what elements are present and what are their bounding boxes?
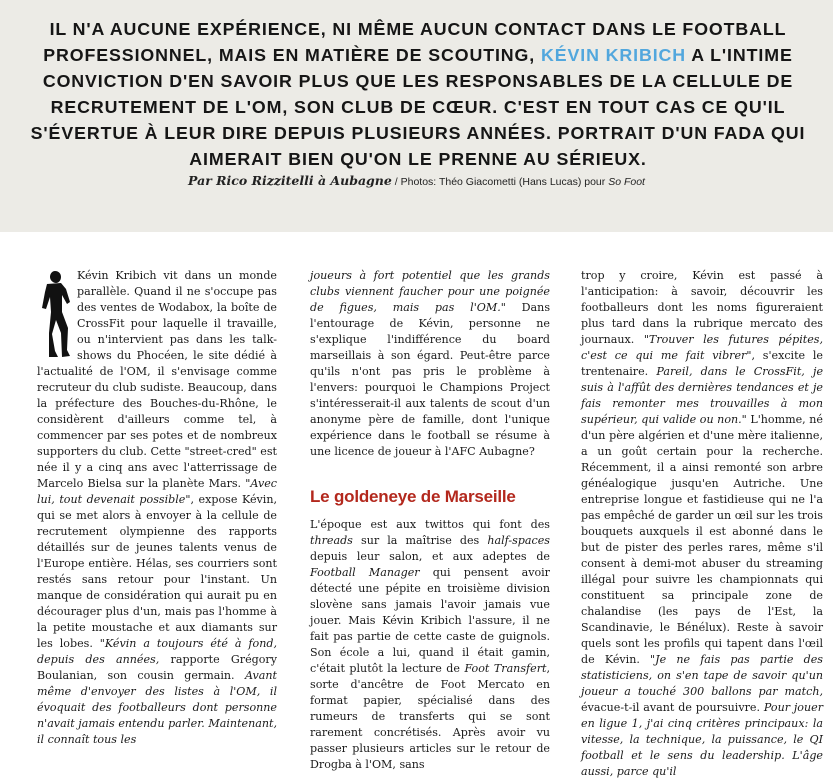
quote: Avant même d'envoyer des listes à l'OM, il évoquait des footballeurs dont personne n'avait jamais entendu parler. Maintenant, il connaît tous les (37, 669, 277, 746)
term: Foot Transfert (464, 662, 547, 675)
article-column-2 (310, 268, 550, 773)
quote: "Kévin a toujours été à fond, depuis des années, (37, 637, 277, 666)
term: threads (310, 534, 353, 547)
paragraph: Dans l'entourage de Kévin, personne ne s'explique l'indifférence du board marseillais à son égard. Peut-être parce qu'ils n'ont pas pris le problème à l'envers: pourquoi le Champions Project s'intéresserait-il aux talents de scout d'un anonyme père de famille, dont l'unique expérience dans le football se résume à une licence de joueur à l'AFC Aubagne? (310, 301, 551, 458)
byline: Par Rico Rizzitelli à Aubagne (188, 173, 392, 188)
article-column-1 (37, 268, 277, 748)
quote: Pour jouer en ligue 1, j'ai cinq critères principaux: la vitesse, la technique, la puissance, le QI football et le sens du leadership. L'âge aussi, parce qu'il (581, 701, 823, 778)
paragraph: depuis leur salon, et aux adeptes de (310, 550, 550, 563)
paragraph: sur la maîtrise des (352, 534, 488, 547)
quote: "Avec lui, tout devenait possible" (37, 477, 277, 506)
paragraph: Kévin Kribich vit dans un monde parallèle. Quand il ne s'occupe pas des ventes de Wodabox, la boîte de CrossFit pour laquelle il travaille, ou n'intervient pas dans les talk-shows du Phocéen, le site dédié à l'actualité de l'OM, il s'envisage comme recruteur du club sudiste. Beaucoup, dans la préfecture des Bouches-du-Rhône, le considèrent d'ailleurs comme tel, à commencer par ses potes et de nombreux supporters du club. Cette "street-cred" est née il y a cinq ans avec l'atterrissage de Marcelo Bielsa sur la planète Mars. (37, 269, 277, 490)
paragraph: qui pensent avoir détecté une pépite en troisième division slovène sans jamais l'avoir jamais vue jouer. Mais Kévin Kribich l'assure, il ne fait pas partie de cette caste de guignols. Son école a lui, quand il était gamin, c'était plutôt la lecture de (310, 566, 550, 675)
section-heading: Le goldeneye de Marseille (310, 487, 516, 506)
intro-text-part1: IL N'A AUCUNE EXPÉRIENCE, NI MÊME AUCUN CONTACT DANS LE FOOTBALL PROFESSIONNEL, MAIS EN MATIÈRE DE SCOUTING, (43, 19, 787, 65)
credits-line (0, 173, 833, 188)
quote: "Trouver les futures pépites, c'est ce qui me fait vibrer" (581, 333, 823, 362)
credit-separator: / (391, 176, 401, 188)
term: half-spaces (487, 534, 550, 547)
paragraph: trop y croire, Kévin est passé à l'anticipation: à savoir, découvrir les footballeurs dont les noms figureraient plus tard dans la rubrique mercato des journaux. (581, 269, 823, 346)
intro-block (0, 0, 833, 232)
magazine-name: So Foot (608, 176, 645, 188)
paragraph: , expose Kévin, qui se met alors à envoyer à la cellule de recrutement olympienne des rapports détaillés sur de jeunes talents venus de l'Europe entière. Hélas, ses courriers sont restés sans retour pour l'instant. Un manque de considération qui aurait pu en décourager plus d'un, mais pas l'homme à la petite moustache et aux diamants sur les lobes. (37, 493, 278, 650)
term: Football Manager (310, 566, 420, 579)
paragraph: L'homme, né d'un père algérien et d'une mère italienne, a un goût certain pour la recherche. Récemment, il a ainsi remonté son arbre généalogique jusqu'en Autriche. Une entreprise longue et fastidieuse qui ne l'a pas empêché de garder un œil sur les trois bouquets auxquels il est abonné dans le but de pister des perles rares, même s'il consent à demi-mot abuser du streaming illégal pour suivre les championnats qui constituent sa principale zone de chalandise (les pays de l'Est, la Scandinavie, le Bénélux). Reste à savoir quels sont les profils qui tapent dans l'œil de Kévin. (581, 413, 823, 666)
paragraph: évacue-t-il avant de poursuivre. (581, 701, 761, 714)
subject-name: KÉVIN KRIBICH (540, 45, 687, 65)
intro-standfirst (18, 16, 818, 172)
paragraph: , s'excite le trentenaire. (581, 349, 823, 378)
quote: "Je ne fais pas partie des statisticiens, on s'en tape de savoir qu'un joueur a touché 300 ballons par match, (581, 653, 823, 698)
paragraph: rapporte Grégory Boulanian, son cousin germain. (37, 653, 277, 682)
intro-text-part2: A L'INTIME CONVICTION D'EN SAVOIR PLUS QUE LES RESPONSABLES DE LA CELLULE DE RECRUTEMENT DE L'OM, SON CLUB DE CŒUR. C'EST EN TOUT CAS CE QU'IL S'ÉVERTUE À LEUR DIRE DEPUIS PLUSIEURS ANNÉES. PORTRAIT D'UN FADA QUI AIMERAIT BIEN QU'ON LE PRENNE AU SÉRIEUX. (30, 45, 806, 169)
quote: joueurs à fort potentiel que les grands clubs viennent faucher pour une poignée de figues, mais pas l'OM." (310, 269, 550, 314)
quote: Pareil, dans le CrossFit, je suis à l'affût des dernières tendances et je fais remonter mes trouvailles à mon supérieur, qui valide ou non." (581, 365, 824, 426)
footballer-silhouette-icon (36, 270, 72, 362)
article-column-3 (581, 268, 823, 780)
paragraph: L'époque est aux twittos qui font des (310, 518, 550, 531)
photo-credit: Photos: Théo Giacometti (Hans Lucas) pour (400, 176, 609, 188)
paragraph: , sorte d'ancêtre de Foot Mercato en format papier, spécialisé dans des rumeurs de transferts qui se sont rarement concrétisés. Après avoir vu passer plusieurs articles sur le retour de Drogba à l'OM, sans (310, 662, 550, 771)
